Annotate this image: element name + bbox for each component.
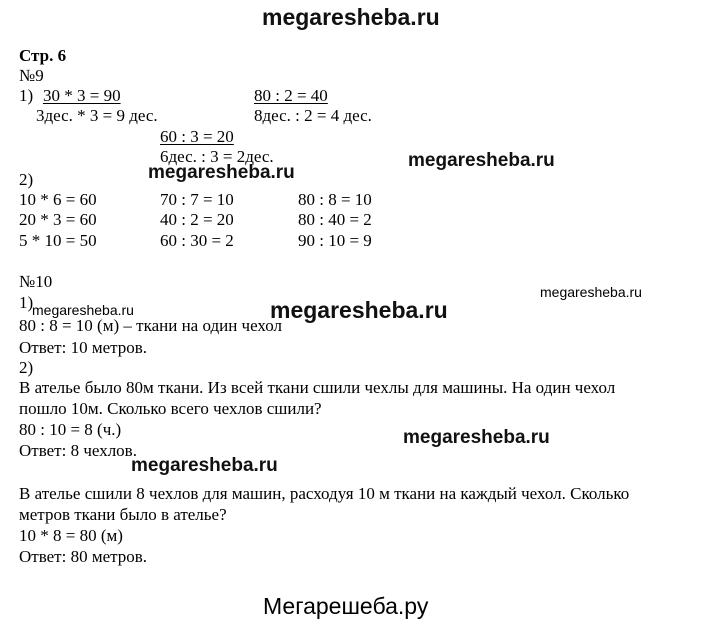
task10-p3-text-line2: метров ткани было в ателье? — [19, 505, 227, 524]
task9-col2-row1: 70 : 7 = 10 — [160, 190, 234, 209]
task9-col1-row2: 20 * 3 = 60 — [19, 210, 97, 229]
task9-col3-row2: 80 : 40 = 2 — [298, 210, 372, 229]
task9-col1-row1: 10 * 6 = 60 — [19, 190, 97, 209]
watermark-small-1: megaresheba.ru — [540, 284, 642, 300]
task9-part1-label: 1) — [19, 86, 34, 105]
footer-watermark: Мегарешеба.ру — [263, 593, 429, 619]
task9-col2-row3: 60 : 30 = 2 — [160, 231, 234, 250]
task10-part2-label: 2) — [19, 358, 34, 377]
page-label: Стр. 6 — [19, 46, 67, 65]
task9-col2-row2: 40 : 2 = 20 — [160, 210, 234, 229]
task9-col3-row1: 80 : 8 = 10 — [298, 190, 372, 209]
task9-eq-c-explain: 6дес. : 3 = 2дес. — [160, 147, 274, 166]
watermark-small-2: megaresheba.ru — [32, 302, 134, 318]
watermark-mid-3: megaresheba.ru — [270, 297, 448, 323]
task10-part1-label: 1) — [19, 293, 34, 312]
task10-p3-answer: Ответ: 80 метров. — [19, 547, 148, 566]
task9-col1-row3: 5 * 10 = 50 — [19, 231, 97, 250]
watermark-mid-4: megaresheba.ru — [403, 427, 550, 448]
task10-number: №10 — [19, 272, 53, 291]
watermark-mid-5: megaresheba.ru — [131, 455, 278, 476]
task9-col3-row3: 90 : 10 = 9 — [298, 231, 372, 250]
task9-eq-a: 30 * 3 = 90 — [43, 86, 121, 105]
task10-p2-text-line1: В ателье было 80м ткани. Из всей ткани сшили чехлы для машины. На один чехол — [19, 378, 616, 397]
task10-p1-solution: 80 : 8 = 10 (м) – ткани на один чехол — [19, 316, 283, 335]
task10-p2-text-line2: пошло 10м. Сколько всего чехлов сшили? — [19, 399, 322, 418]
task10-p3-solution: 10 * 8 = 80 (м) — [19, 526, 123, 545]
task10-p2-answer: Ответ: 8 чехлов. — [19, 441, 137, 460]
task10-p1-answer: Ответ: 10 метров. — [19, 338, 148, 357]
task9-eq-b-explain: 8дес. : 2 = 4 дес. — [254, 106, 372, 125]
watermark-mid-2: megaresheba.ru — [148, 162, 295, 183]
watermark-mid-1: megaresheba.ru — [408, 150, 555, 171]
header-watermark: megaresheba.ru — [262, 4, 440, 30]
task10-p2-solution: 80 : 10 = 8 (ч.) — [19, 420, 122, 439]
task9-part2-label: 2) — [19, 170, 34, 189]
task9-eq-c: 60 : 3 = 20 — [160, 127, 234, 146]
task9-number: №9 — [19, 66, 44, 85]
task10-p3-text-line1: В ателье сшили 8 чехлов для машин, расходуя 10 м ткани на каждый чехол. Сколько — [19, 484, 630, 503]
task9-eq-b: 80 : 2 = 40 — [254, 86, 328, 105]
task9-eq-a-explain: 3дес. * 3 = 9 дес. — [36, 106, 158, 125]
